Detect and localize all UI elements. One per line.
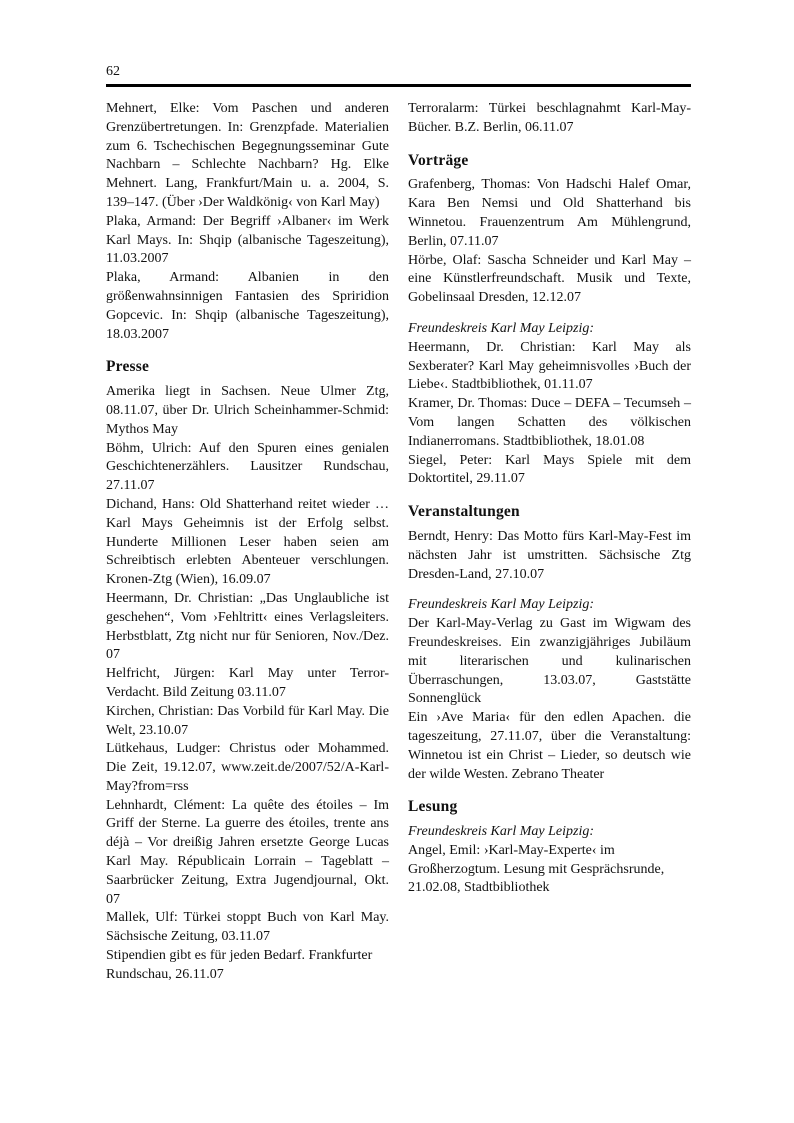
right-column: [408, 100, 691, 898]
bibliography-entry: Heermann, Dr. Christian: „Das Unglaubliche ist geschehen“, Vom ›Fehltritt‹ eines Verlagsleiters. Herbstblatt, Ztg nicht nur für Senioren, Nov./Dez. 07: [106, 590, 389, 663]
bibliography-entry: Kirchen, Christian: Das Vorbild für Karl May. Die Welt, 23.10.07: [106, 703, 389, 738]
bibliography-entry: Plaka, Armand: Albanien in den größenwahnsinnigen Fantasien des Spriridion Gopcevic. In: Shqip (albanische Tageszeitung), 18.03.2007: [106, 270, 389, 342]
bibliography-entry: Hörbe, Olaf: Sascha Schneider und Karl May – eine Künstlerfreundschaft. Musik und Texte, Gobelinsaal Dresden, 12.12.07: [408, 252, 691, 306]
bibliography-entry: Berndt, Henry: Das Motto fürs Karl-May-Fest im nächsten Jahr ist umstritten. Sächsische Ztg Dresden-Land, 27.10.07: [408, 528, 691, 582]
section-heading-vortraege: Vorträge: [408, 151, 469, 169]
bibliography-entry: Lehnhardt, Clément: La quête des étoiles – Im Griff der Sterne. La guerre des étoiles, trente ans déjà – Vor dreißig Jahren ersetzte George Lucas Karl May. Républicain Lorrain – Tageblatt – Saarbrücker Zeitung, Extra Jugendjournal, Okt. 07: [106, 797, 389, 907]
bibliography-entry: Amerika liegt in Sachsen. Neue Ulmer Ztg, 08.11.07, über Dr. Ulrich Scheinhammer-Schmid: Mythos May: [106, 384, 389, 437]
subheading-freundeskreis: Freundeskreis Karl May Leipzig:: [408, 320, 594, 336]
bibliography-entry: Terroralarm: Türkei beschlagnahmt Karl-May-Bücher. B.Z. Berlin, 06.11.07: [408, 101, 691, 135]
bibliography-entry: Kramer, Dr. Thomas: Duce – DEFA – Tecumseh – Vom langen Schatten des völkischen Indianerromans. Stadtbibliothek, 18.01.08: [408, 396, 691, 449]
bibliography-entry: Siegel, Peter: Karl Mays Spiele mit dem Doktortitel, 29.11.07: [408, 452, 691, 487]
bibliography-entry: Heermann, Dr. Christian: Karl May als Sexberater? Karl May geheimnisvolles ›Buch der Liebe‹. Stadtbibliothek, 01.11.07: [408, 339, 691, 393]
bibliography-entry: Lütkehaus, Ludger: Christus oder Mohammed. Die Zeit, 19.12.07, www.zeit.de/2007/52/A-Karl-May?from=rss: [106, 741, 389, 794]
bibliography-entry: Böhm, Ulrich: Auf den Spuren eines genialen Geschichtenerzählers. Lausitzer Rundschau, 27.11.07: [106, 440, 389, 494]
bibliography-entry: Grafenberg, Thomas: Von Hadschi Halef Omar, Kara Ben Nemsi und Old Shatterhand bis Winnetou. Frauenzentrum Am Mühlengrund, Berlin, 07.11.07: [408, 177, 691, 249]
bibliography-entry: Plaka, Armand: Der Begriff ›Albaner‹ im Werk Karl Mays. In: Shqip (albanische Tageszeitung), 11.03.2007: [106, 213, 389, 267]
section-heading-lesung: Lesung: [408, 798, 458, 816]
subheading-freundeskreis: Freundeskreis Karl May Leipzig:: [408, 824, 594, 840]
bibliography-entry: Der Karl-May-Verlag zu Gast im Wigwam des Freundeskreises. Ein zwanzigjähriges Jubiläum mit literarischen und kulinarischen Überraschungen, 13.03.07, Gaststätte Sonnenglück: [408, 616, 691, 707]
bibliography-entry: Dichand, Hans: Old Shatterhand reitet wieder … Karl Mays Geheimnis ist der Erfolg selbst. Hunderte Millionen Leser haben seien am Schreibtisch erlebten Abenteuer verschlungen. Kronen-Ztg (Wien), 16.09.07: [106, 496, 389, 588]
header-rule: [106, 84, 691, 87]
left-column: [106, 100, 389, 985]
bibliography-entry: Angel, Emil: ›Karl-May-Experte‹ im Großherzogtum. Lesung mit Gesprächsrunde, 21.02.08, Stadtbibliothek: [408, 842, 665, 896]
section-heading-veranstaltungen: Veranstaltungen: [408, 503, 520, 521]
bibliography-entry: Ein ›Ave Maria‹ für den edlen Apachen. die tageszeitung, 27.11.07, über die Veranstaltung: Winnetou ist ein Christ – Lieder, so deutsch wie der wilde Westen. Zebrano Theater: [408, 710, 691, 782]
page-number: 62: [106, 64, 120, 79]
bibliography-entry: Stipendien gibt es für jeden Bedarf. Frankfurter Rundschau, 26.11.07: [106, 948, 373, 982]
bibliography-entry: Mehnert, Elke: Vom Paschen und anderen Grenzübertretungen. In: Grenzpfade. Materialien zum 6. Tschechischen Begegnungsseminar Gute Nachbarn – Schlechte Nachbarn? Hg. Elke Mehnert. Lang, Frankfurt/Main u. a. 2004, S. 139–147. (Über ›Der Waldkönig‹ von Karl May): [106, 101, 389, 210]
subheading-freundeskreis: Freundeskreis Karl May Leipzig:: [408, 597, 594, 613]
section-heading-presse: Presse: [106, 358, 150, 376]
bibliography-entry: Mallek, Ulf: Türkei stoppt Buch von Karl May. Sächsische Zeitung, 03.11.07: [106, 910, 389, 945]
bibliography-entry: Helfricht, Jürgen: Karl May unter Terror-Verdacht. Bild Zeitung 03.11.07: [106, 666, 389, 700]
